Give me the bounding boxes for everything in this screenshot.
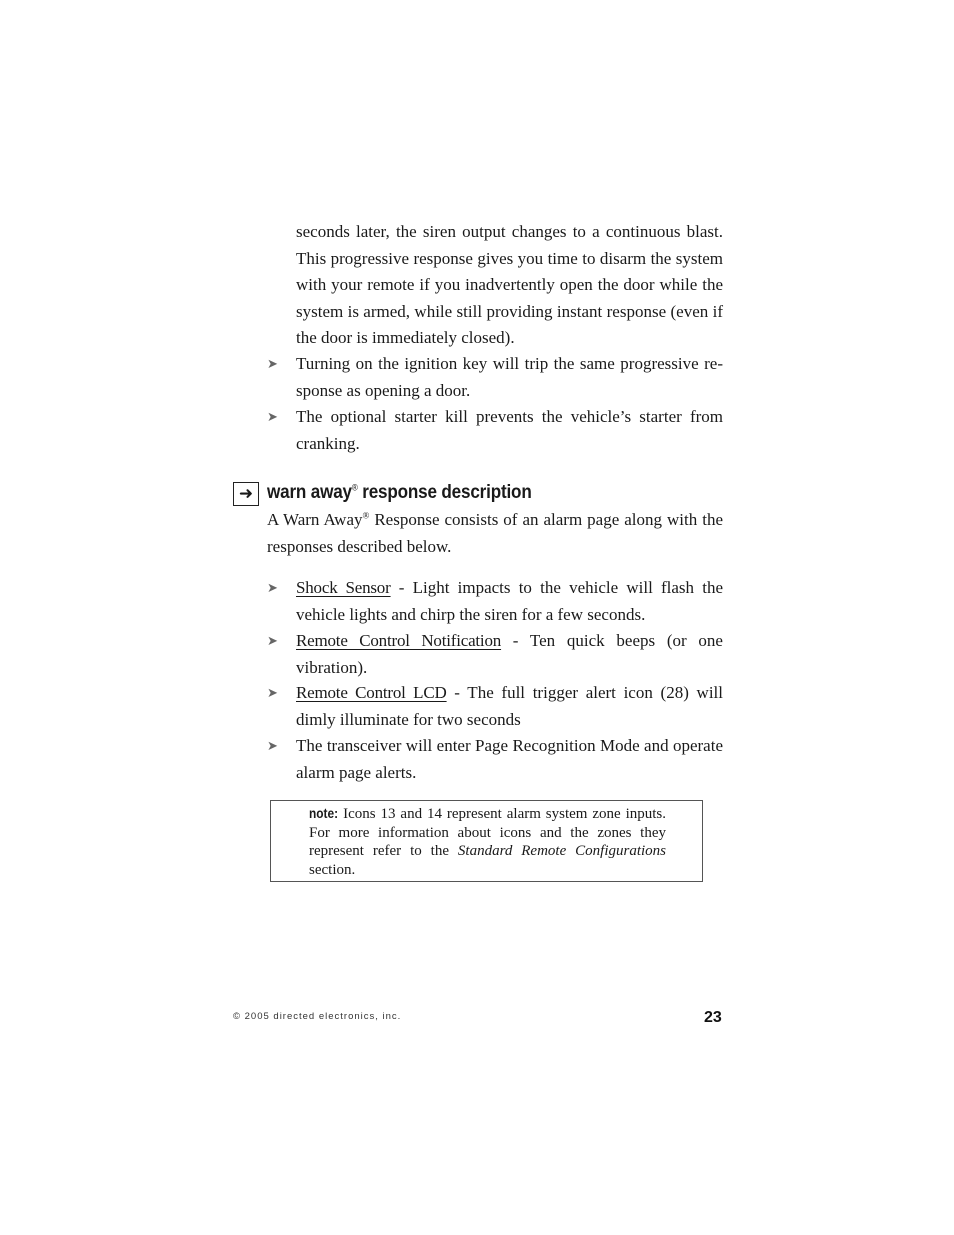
registered-mark: ® [351,482,358,493]
note-text [309,804,666,879]
bullet-term: Remote Control LCD [296,683,447,702]
section-intro [267,507,723,560]
bullet-arrow-icon: ➤ [267,356,278,371]
bullet-description: - Light impacts to the vehicle will flash the vehicle lights and chirp the siren for a few seconds. [296,578,723,624]
bullet-text [296,575,723,628]
intro-part2: Response consists of an alarm page along with the responses described below. [267,510,723,556]
section-arrow-icon: ➜ [233,482,259,506]
continuation-paragraph: seconds later, the siren output changes to a continuous blast. This progressive response gives you time to disarm the system with your remote if you inadvertently open the door while the system is armed, while still providing instant response (even if the door is immediately closed). [296,222,723,347]
bullet-description: - Ten quick beeps (or one vibration). [296,631,723,677]
bullet-arrow-icon: ➤ [267,409,278,424]
bullet-text [296,628,723,681]
heading-title-part1: warn away [267,482,352,503]
bullet-term: Remote Control Notification [296,631,502,650]
note-label: note: [309,805,339,821]
intro-part1: A Warn Away [267,510,363,529]
note-text-2: section. [309,861,356,878]
bullet-text: Turning on the ignition key will trip the same progressive re-sponse as opening a door. [296,354,723,400]
footer-copyright: © 2005 directed electronics, inc. [233,1011,402,1022]
bullet-term: Shock Sensor [296,578,391,597]
bullet-description: - The full trigger alert icon (28) will dimly illuminate for two seconds [296,683,723,729]
note-text-1: Icons 13 and 14 represent alarm system zone inputs. For more information about icons and the zones they represent refer to the [309,806,666,859]
note-box [270,800,703,882]
bullet-arrow-icon: ➤ [267,685,278,700]
bullet-arrow-icon: ➤ [267,580,278,595]
bullet-arrow-icon: ➤ [267,738,278,753]
note-italic-reference: Standard Remote Configurations [457,843,666,859]
bullet-text [296,680,723,733]
section-heading [267,480,532,506]
heading-title-part2: response description [357,482,532,503]
bullet-arrow-icon: ➤ [267,633,278,648]
page-number: 23 [704,1009,722,1026]
bullet-text: The transceiver will enter Page Recognition Mode and operate alarm page alerts. [296,736,723,782]
bullet-text: The optional starter kill prevents the vehicle’s starter from cranking. [296,407,723,453]
registered-mark: ® [362,510,370,521]
